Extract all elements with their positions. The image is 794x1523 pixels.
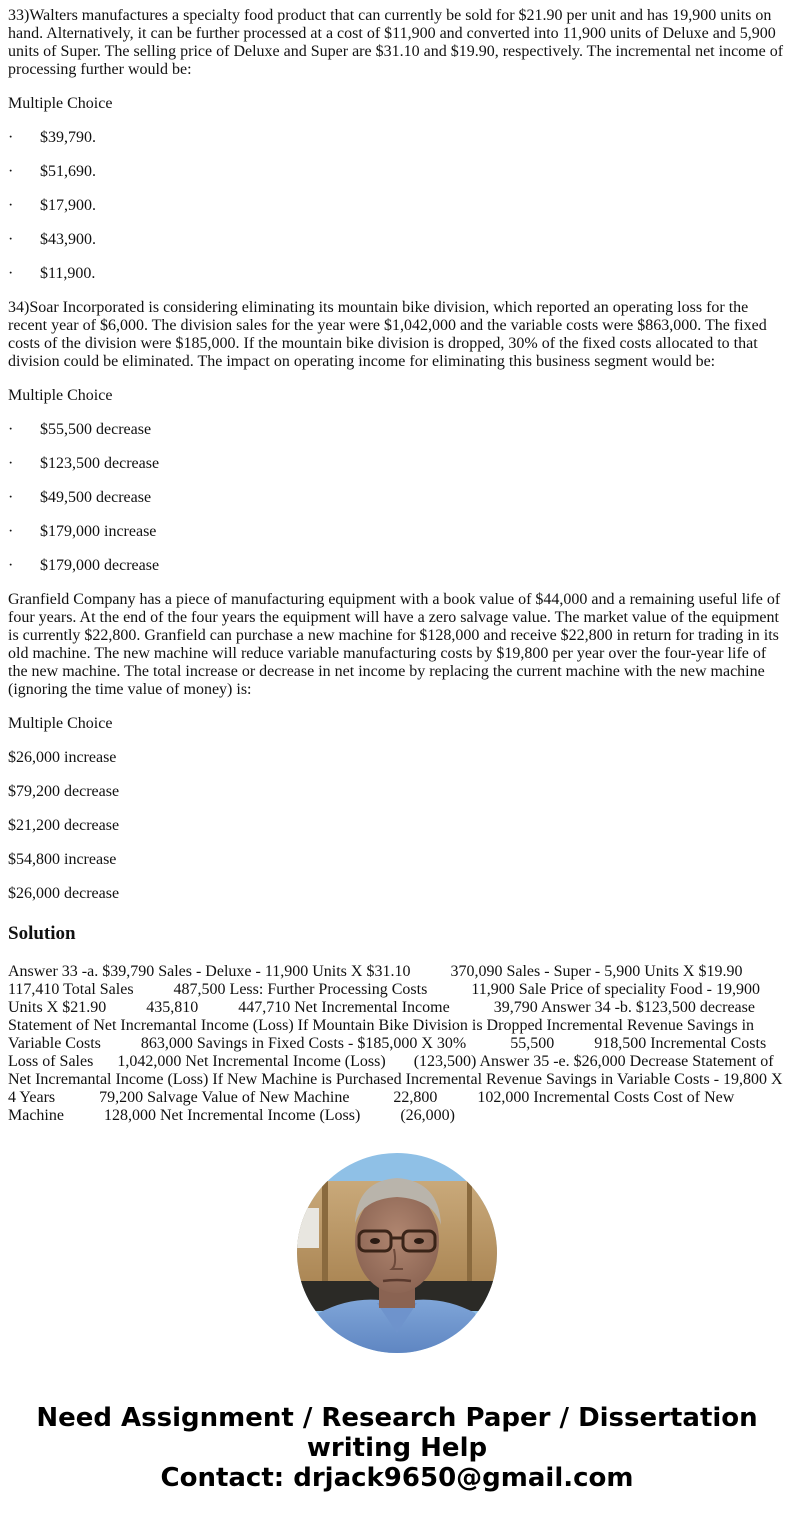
choice-option: $54,800 increase [8, 851, 117, 868]
bullet-icon: · [8, 129, 14, 146]
question-text: 33)Walters manufactures a specialty food product that can currently be sold for $21.90 per unit and has 19,900 units on hand. Alternatively, it can be further processed at a cost of $11,900 and converted into 11,900 units of Deluxe and 5,900 units of Super. The selling price of Deluxe and Super are $31.10 and $19.90, respectively. The incremental net income of processing further would be: [8, 7, 784, 78]
question-33 [8, 7, 786, 283]
choice-option [8, 163, 786, 181]
choice-option [8, 455, 786, 473]
bullet-icon: · [8, 455, 14, 472]
footer-line-2: writing Help [306, 1433, 488, 1463]
contact-footer [0, 1403, 794, 1493]
question-34 [8, 299, 786, 575]
choice-text: $123,500 decrease [40, 455, 160, 472]
choice-text: $43,900. [40, 231, 96, 248]
bullet-icon: · [8, 163, 14, 180]
choice-text: $11,900. [40, 265, 96, 282]
choice-option: $26,000 decrease [8, 885, 120, 902]
question-35 [8, 591, 786, 903]
multiple-choice-label: Multiple Choice [8, 95, 113, 112]
question-text: Granfield Company has a piece of manufacturing equipment with a book value of $44,000 and a remaining useful life of four years. At the end of the four years the equipment will have a zero salvage value. The market value of the equipment is currently $22,800. Granfield can purchase a new machine for $128,000 and receive $22,800 in return for trading in its old machine. The new machine will reduce variable manufacturing costs by $19,800 per year over the four-year life of the new machine. The total increase or decrease in net income by replacing the current machine with the new machine (ignoring the time value of money) is: [8, 591, 781, 698]
choice-text: $17,900. [40, 197, 96, 214]
choice-option [8, 265, 786, 283]
multiple-choice-label: Multiple Choice [8, 715, 113, 732]
choice-option [8, 129, 786, 147]
bullet-icon: · [8, 421, 14, 438]
question-text: 34)Soar Incorporated is considering eliminating its mountain bike division, which reported an operating loss for the recent year of $6,000. The division sales for the year were $1,042,000 and the variable costs were $863,000. The fixed costs of the division were $185,000. If the mountain bike division is dropped, 30% of the fixed costs allocated to that division could be eliminated. The impact on operating income for eliminating this business segment would be: [8, 299, 767, 370]
choice-text: $55,500 decrease [40, 421, 152, 438]
solution-section [8, 923, 786, 1125]
avatar [297, 1153, 497, 1353]
choice-option [8, 489, 786, 507]
choice-option [8, 557, 786, 575]
solution-body: Answer 33 -a. $39,790 Sales - Deluxe - 11,900 Units X $31.10 370,090 Sales - Super - 5,900 Units X $19.90 117,410 Total Sales 487,500 Less: Further Processing Costs 11,900 Sale Price of speciality Food - 19,900 Units X $21.90 435,810 447,710 Net Incremental Income 39,790 Answer 34 -b. $123,500 decrease Statement of Net Incremantal Income (Loss) If Mountain Bike Division is Dropped Incremental Revenue Savings in Variable Costs 863,000 Savings in Fixed Costs - $185,000 X 30% 55,500 918,500 Incremental Costs Loss of Sales 1,042,000 Net Incremental Income (Loss) (123,500) Answer 35 -e. $26,000 Decrease Statement of Net Incremantal Income (Loss) If New Machine is Purchased Incremental Revenue Savings in Variable Costs - 19,800 X 4 Years 79,200 Salvage Value of New Machine 22,800 102,000 Incremental Costs Cost of New Machine 128,000 Net Incremental Income (Loss) (26,000) [8, 963, 787, 1124]
choice-option [8, 231, 786, 249]
bullet-icon: · [8, 231, 14, 248]
bullet-icon: · [8, 197, 14, 214]
multiple-choice-label: Multiple Choice [8, 387, 113, 404]
choice-option [8, 523, 786, 541]
footer-contact-email: Contact: drjack9650@gmail.com [160, 1463, 634, 1493]
choice-text: $39,790. [40, 129, 96, 146]
bullet-icon: · [8, 523, 14, 540]
choice-text: $179,000 decrease [40, 557, 160, 574]
choice-option: $26,000 increase [8, 749, 117, 766]
portrait-image [297, 1153, 497, 1353]
choice-text: $49,500 decrease [40, 489, 152, 506]
choice-option: $21,200 decrease [8, 817, 120, 834]
choice-option [8, 421, 786, 439]
solution-heading: Solution [8, 923, 76, 944]
bullet-icon: · [8, 557, 14, 574]
footer-line-1: Need Assignment / Research Paper / Dissertation [36, 1403, 758, 1433]
choice-text: $179,000 increase [40, 523, 157, 540]
choice-text: $51,690. [40, 163, 96, 180]
choice-option: $79,200 decrease [8, 783, 120, 800]
bullet-icon: · [8, 265, 14, 282]
bullet-icon: · [8, 489, 14, 506]
choice-option [8, 197, 786, 215]
